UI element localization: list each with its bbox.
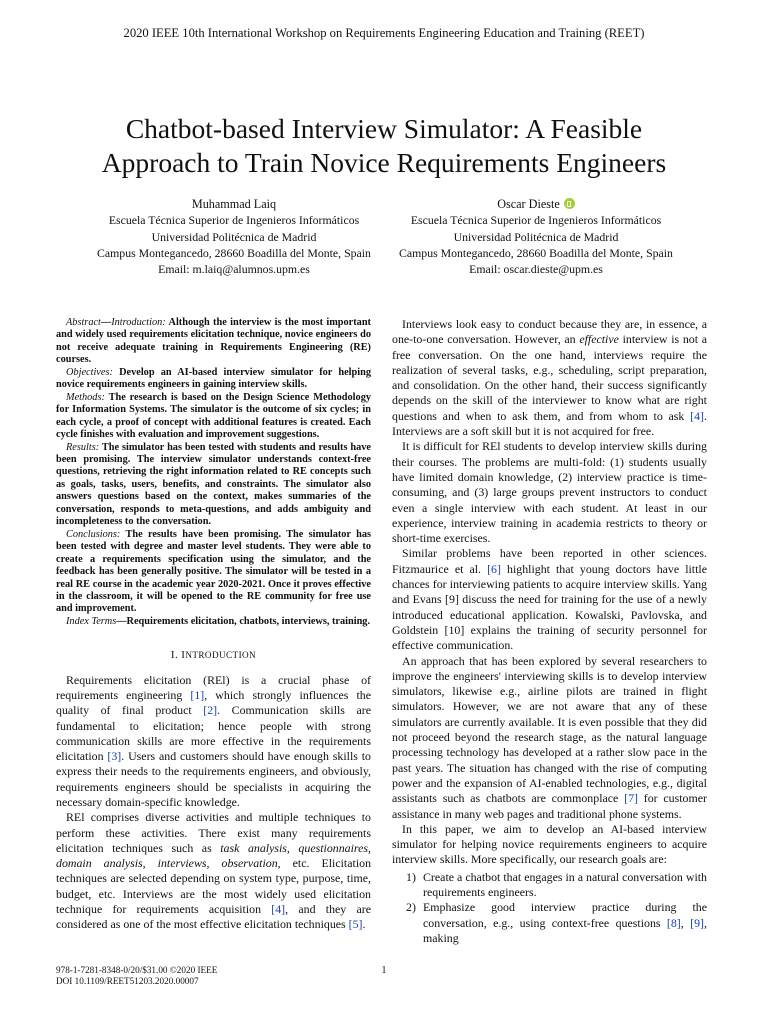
index-terms-label: Index Terms bbox=[66, 615, 117, 627]
research-goals-list bbox=[392, 870, 707, 946]
text-run: for customer assistance in many web pages and traditional phone systems. bbox=[392, 791, 707, 821]
conference-header: 2020 IEEE 10th International Workshop on Requirements Engineering Education and Training (REET) bbox=[123, 26, 645, 40]
list-text: Emphasize good interview practice during the conversation, e.g., using context-free questions bbox=[423, 900, 707, 930]
section-title-initial: I bbox=[181, 649, 186, 662]
list-item bbox=[392, 870, 707, 901]
text-run: , etc. Elicitation techniques are selected depending on system type, purpose, time, budget, etc. Interviews are the most widely used elicitation technique for requirements acquisition bbox=[56, 856, 372, 917]
text-run: interview is not a free conversation. On the one hand, interviews require the realization of several tasks, e.g., scheduling, script preparation, and consolidation. On the other hand, their success significantly depends on the skill of the interviewer to know what are right questions and when to ask them, and from whom to ask bbox=[392, 332, 708, 423]
list-number: 2) bbox=[406, 900, 416, 915]
text-run: , and they are considered as one of the most effective elicitation techniques bbox=[56, 902, 371, 932]
abstract-text: The results have been promising. The simulator has been tested with degree and master level students. They were able to create a requirements specification using the simulator, and the feedback has been generally positive. The simulator will be tested in a real RE course in the academic year 2020-2021. Once it proves effective in the classroom, it will be opened to the RE community for free use and improvement. bbox=[56, 528, 371, 615]
abstract-label: Abstract bbox=[66, 317, 101, 328]
citation-link[interactable]: [7] bbox=[624, 791, 638, 806]
section-heading-introduction bbox=[56, 648, 371, 663]
title-line-2: Approach to Train Novice Requirements Engineers bbox=[101, 147, 667, 178]
right-paragraph-1 bbox=[392, 317, 707, 439]
abstract-dash: — bbox=[100, 317, 112, 328]
author-affiliation: Campus Montegancedo, 28660 Boadilla del Monte, Spain bbox=[399, 245, 673, 260]
author-email: Email: m.laiq@alumnos.upm.es bbox=[158, 262, 310, 277]
citation-link[interactable]: [4] bbox=[271, 902, 286, 917]
intro-paragraph-2 bbox=[56, 810, 371, 932]
title-line-1: Chatbot-based Interview Simulator: A Feasible bbox=[125, 113, 643, 144]
paper-title bbox=[40, 112, 728, 180]
citation-link[interactable]: [5] bbox=[348, 917, 363, 932]
abstract bbox=[56, 317, 371, 628]
citation-link[interactable]: [3] bbox=[107, 749, 122, 764]
citation-link[interactable]: [8] bbox=[666, 915, 681, 930]
list-number: 1) bbox=[406, 869, 416, 884]
author-affiliation: Universidad Politécnica de Madrid bbox=[151, 229, 317, 244]
abstract-conclusions bbox=[56, 529, 371, 616]
index-terms-text: —Requirements elicitation, chatbots, interviews, training. bbox=[116, 615, 371, 627]
text-run: highlight that young doctors have little chances for interviewing patients to acquire interview skills. Yang and Evans [9] discuss the need for training for the use of a newly introduced educational application. Kowalski, Pavlovska, and Goldstein [10] explains the training of security personnel for effective communication. bbox=[392, 561, 707, 653]
text-run: . Users and customers should have enough skills to express their needs to the requirements engineers, and obviously, requirements engineers should be specialists in acquiring the necessary domain-specific knowledge. bbox=[56, 749, 371, 809]
abstract-sublabel: Objectives: bbox=[66, 366, 113, 378]
citation-link[interactable]: [4] bbox=[690, 408, 705, 423]
intro-paragraph-1 bbox=[56, 673, 371, 811]
author-affiliation: Campus Montegancedo, 28660 Boadilla del Monte, Spain bbox=[97, 245, 371, 260]
text-run: Interviews look easy to conduct because they are, in essence, a one-to-one conversation. However, an bbox=[392, 317, 707, 347]
italic-run: task analysis, questionnaires, domain analysis, interviews, observation bbox=[56, 840, 371, 871]
author-name: Oscar Dieste bbox=[497, 197, 560, 211]
text-run: . Communication skills are fundamental to elicitation; hence people with strong communication skills are more effective in the requirements elicitation bbox=[56, 703, 371, 764]
abstract-sublabel: Introduction: bbox=[111, 317, 166, 328]
page-number: 1 bbox=[381, 965, 387, 976]
text-run: , which strongly influences the quality of final product bbox=[56, 687, 371, 718]
abstract-text: Although the interview is the most important and widely used requirements elicitation technique, novice engineers do not receive adequate training in Requirements Engineering (RE) courses. bbox=[56, 317, 371, 366]
section-numeral: I. bbox=[170, 649, 182, 662]
author-affiliation: Universidad Politécnica de Madrid bbox=[453, 229, 619, 244]
author-affiliation: Escuela Técnica Superior de Ingenieros Informáticos bbox=[108, 213, 360, 228]
text-run: . bbox=[362, 917, 366, 932]
author-name-row bbox=[386, 196, 686, 212]
orcid-icon[interactable] bbox=[564, 198, 575, 209]
text-run: Similar problems have been reported in other sciences. Fitzmaurice et al. bbox=[392, 546, 707, 576]
text-run: . Interviews are a soft skill but it is not acquired for free. bbox=[392, 408, 707, 439]
list-text: , making bbox=[423, 915, 707, 945]
author-name: Muhammad Laiq bbox=[191, 197, 277, 211]
right-paragraph-4 bbox=[392, 654, 707, 822]
left-column bbox=[56, 317, 371, 933]
italic-run: effective bbox=[579, 332, 619, 347]
text-run: , bbox=[680, 915, 691, 930]
doi-line: DOI 10.1109/REET51203.2020.00007 bbox=[56, 976, 199, 987]
abstract-methods bbox=[56, 392, 371, 442]
abstract-text: The research is based on the Design Science Methodology for Information Systems. The simulator is the outcome of six cycles; in each cycle, a proof of concept with additional features is created. Each cycle finishes with evaluation and improvement suggestions. bbox=[56, 391, 371, 441]
abstract-text: Develop an AI-based interview simulator for helping novice requirements engineers in gaining interview skills. bbox=[56, 366, 371, 391]
abstract-sublabel: Results: bbox=[66, 441, 100, 453]
author-affiliation: Escuela Técnica Superior de Ingenieros Informáticos bbox=[410, 213, 662, 228]
right-paragraph-2: It is difficult for REl students to develop interview skills during their courses. The problems are multi-fold: (1) students usually have limited domain knowledge, (2) interview practice is time-consuming, and (3) large groups prevent instructors to conduct even a single interview with each student. At least in our experience, interview training in academia restricts to theory or short-time exercises. bbox=[392, 439, 707, 546]
citation-link[interactable]: [1] bbox=[190, 687, 205, 702]
text-run: An approach that has been explored by several researchers to improve the engineers' interviewing skills is to develop interview simulators, likewise e.g., airline pilots are trained in flight simulators. However, we are not aware that any of these simulators are currently available. It is even possible that they did not proceed beyond the research stage, as the natural language processing technology has developed at a rather slow pace in the past years. The situation has changed with the rise of computing power and the expansion of AI-enabled technologies, e.g., digital assistants such as chatbots are commonplace bbox=[392, 653, 707, 806]
index-terms bbox=[56, 616, 371, 628]
right-paragraph-5: In this paper, we aim to develop an AI-based interview simulator for helping novice requirements engineers to acquire interview skills. More specifically, our research goals are: bbox=[392, 821, 707, 867]
abstract-sublabel: Methods: bbox=[66, 391, 105, 403]
text-run: Requirements elicitation (REl) is a crucial phase of requirements engineering bbox=[56, 672, 371, 702]
citation-link[interactable]: [9] bbox=[690, 915, 705, 930]
abstract-sublabel: Conclusions: bbox=[66, 528, 121, 540]
right-paragraph-3 bbox=[392, 546, 707, 653]
section-title-rest: NTRODUCTION bbox=[185, 650, 257, 661]
abstract-results bbox=[56, 442, 371, 529]
list-item bbox=[392, 900, 707, 946]
text-run: REl comprises diverse activities and multiple techniques to perform these activities. There exist many requirements elicitation techniques such as bbox=[56, 810, 371, 855]
list-text: Create a chatbot that engages in a natural conversation with requirements engineers. bbox=[423, 869, 707, 899]
author-email: Email: oscar.dieste@upm.es bbox=[469, 262, 603, 277]
isbn-line: 978-1-7281-8348-0/20/$31.00 ©2020 IEEE bbox=[56, 965, 218, 975]
abstract-text: The simulator has been tested with students and results have been promising. The interview simulator understands context-free questions, retrieving the right information related to RE concepts such as goals, tasks, users, benefits, and constraints. The simulator also answers questions based on the context, makes summaries of the conversation, responds to meta-questions, and adds ambiguity and incompleteness to the conversation. bbox=[56, 441, 371, 528]
author-block-2 bbox=[386, 196, 686, 277]
citation-link[interactable]: [2] bbox=[203, 703, 218, 718]
abstract-introduction bbox=[56, 317, 371, 367]
author-block-1 bbox=[86, 196, 382, 277]
right-column bbox=[392, 317, 707, 946]
abstract-objectives bbox=[56, 367, 371, 392]
citation-link[interactable]: [6] bbox=[487, 561, 501, 576]
